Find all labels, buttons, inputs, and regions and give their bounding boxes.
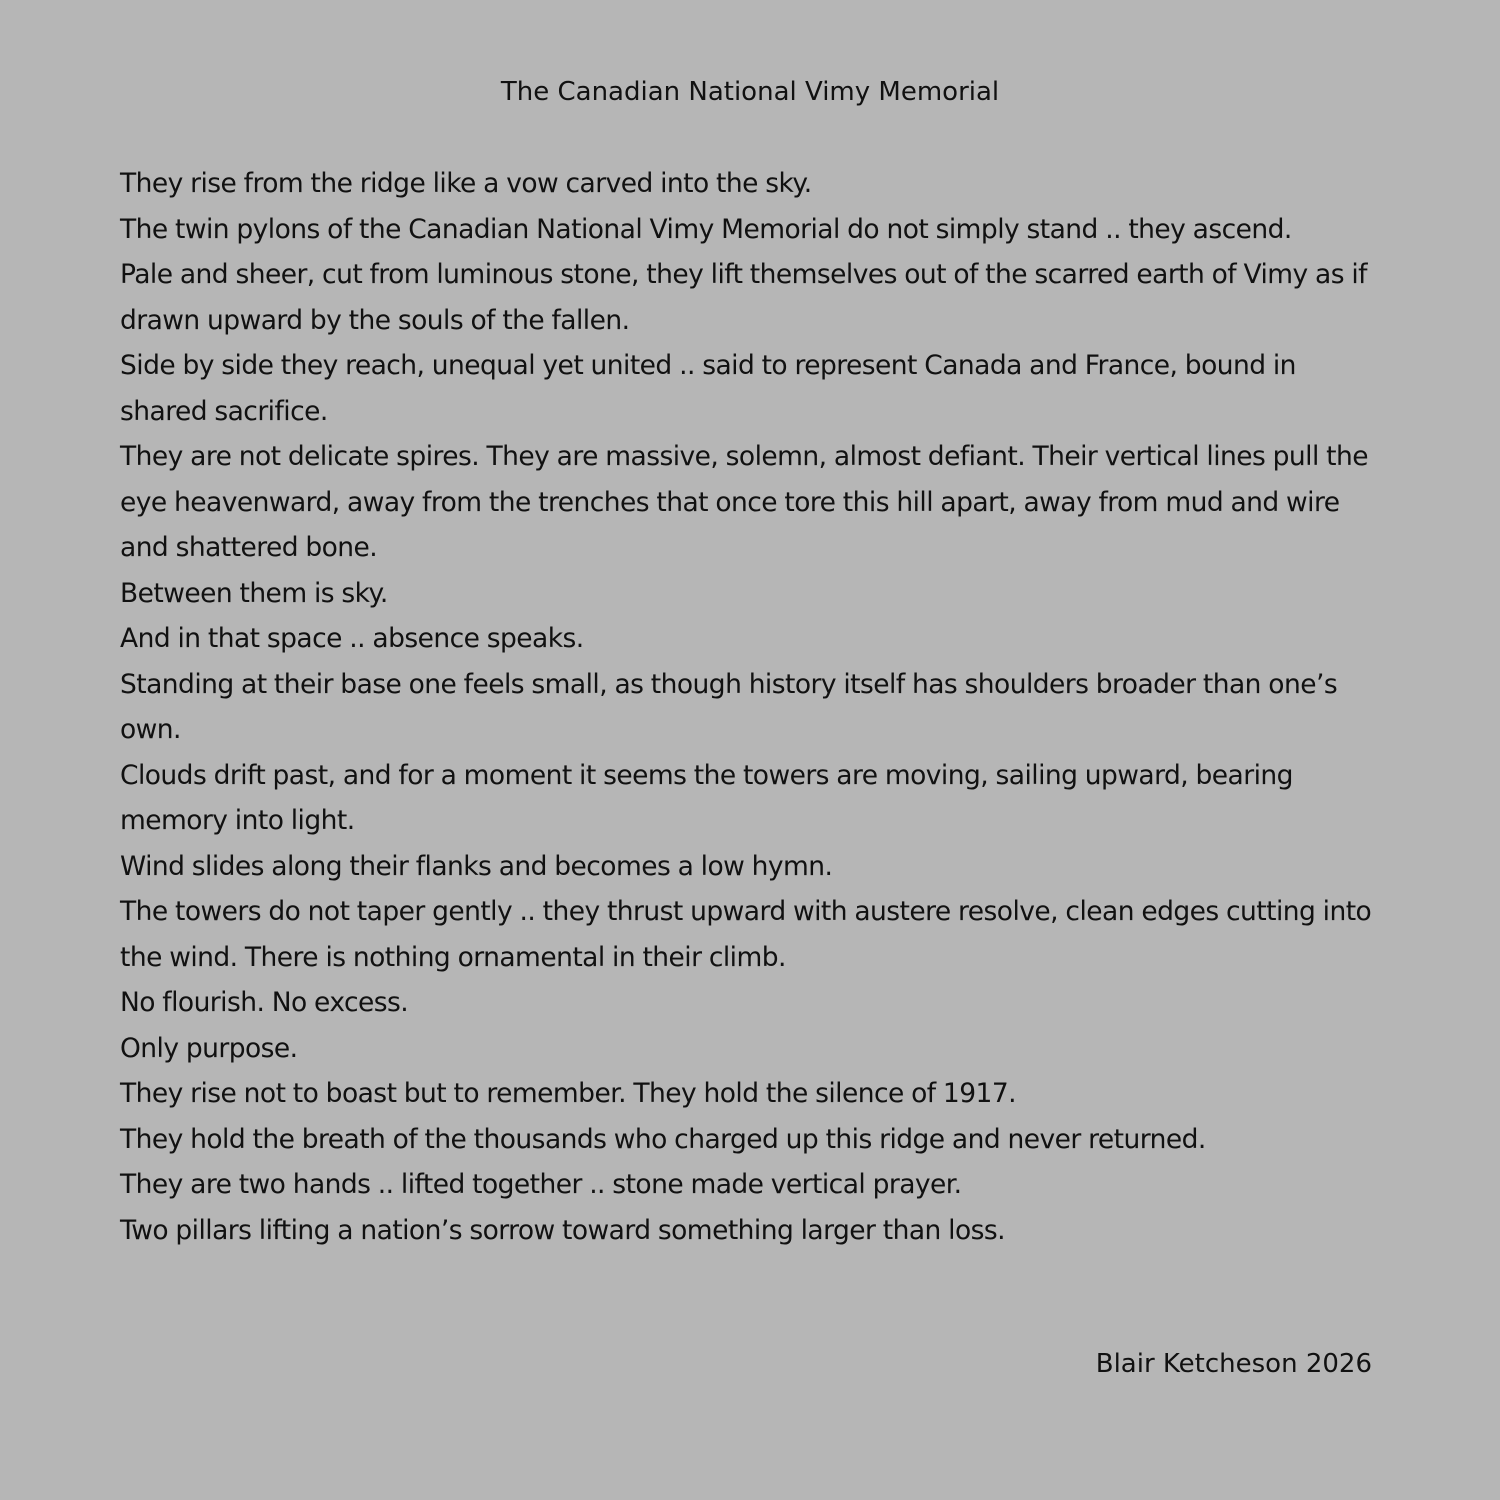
paragraph-7: And in that space .. absence speaks. bbox=[120, 623, 584, 654]
paragraph-2: The twin pylons of the Canadian National Vimy Memorial do not simply stand .. they ascend. bbox=[120, 213, 1292, 245]
paragraph-5: They are not delicate spires. They are massive, solemn, almost defiant. Their vertical lines pull the eye heavenward, away from the trenches that once tore this hill apart, away from mud and wire and shattered bone. bbox=[120, 441, 1369, 563]
paragraph-8: Standing at their base one feels small, as though history itself has shoulders broader than one’s own. bbox=[120, 668, 1338, 745]
paragraph-16: They are two hands .. lifted together .. stone made vertical prayer. bbox=[120, 1169, 962, 1200]
paragraph-11: The towers do not taper gently .. they thrust upward with austere resolve, clean edges cutting into the wind. There is nothing ornamental in their climb. bbox=[120, 896, 1372, 973]
paragraph-15: They hold the breath of the thousands who charged up this ridge and never returned. bbox=[120, 1123, 1206, 1155]
paragraph-13: Only purpose. bbox=[120, 1032, 298, 1064]
paragraph-10: Wind slides along their flanks and becomes a low hymn. bbox=[120, 850, 833, 882]
poem-body bbox=[120, 161, 1382, 1253]
page-title: The Canadian National Vimy Memorial bbox=[500, 77, 1000, 107]
paragraph-6: Between them is sky. bbox=[120, 577, 388, 609]
paragraph-12: No flourish. No excess. bbox=[120, 987, 409, 1018]
paragraph-1: They rise from the ridge like a vow carved into the sky. bbox=[120, 168, 812, 199]
paragraph-3: Pale and sheer, cut from luminous stone, they lift themselves out of the scarred earth of Vimy as if drawn upward by the souls of the fallen. bbox=[120, 259, 1367, 336]
paragraph-14: They rise not to boast but to remember. They hold the silence of 1917. bbox=[120, 1078, 1017, 1109]
author-signature: Blair Ketcheson 2026 bbox=[1095, 1349, 1372, 1379]
paragraph-17: Two pillars lifting a nation’s sorrow toward something larger than loss. bbox=[120, 1214, 1005, 1246]
paragraph-9: Clouds drift past, and for a moment it seems the towers are moving, sailing upward, bearing memory into light. bbox=[120, 759, 1293, 836]
paragraph-4: Side by side they reach, unequal yet united .. said to represent Canada and France, bound in shared sacrifice. bbox=[120, 350, 1296, 427]
